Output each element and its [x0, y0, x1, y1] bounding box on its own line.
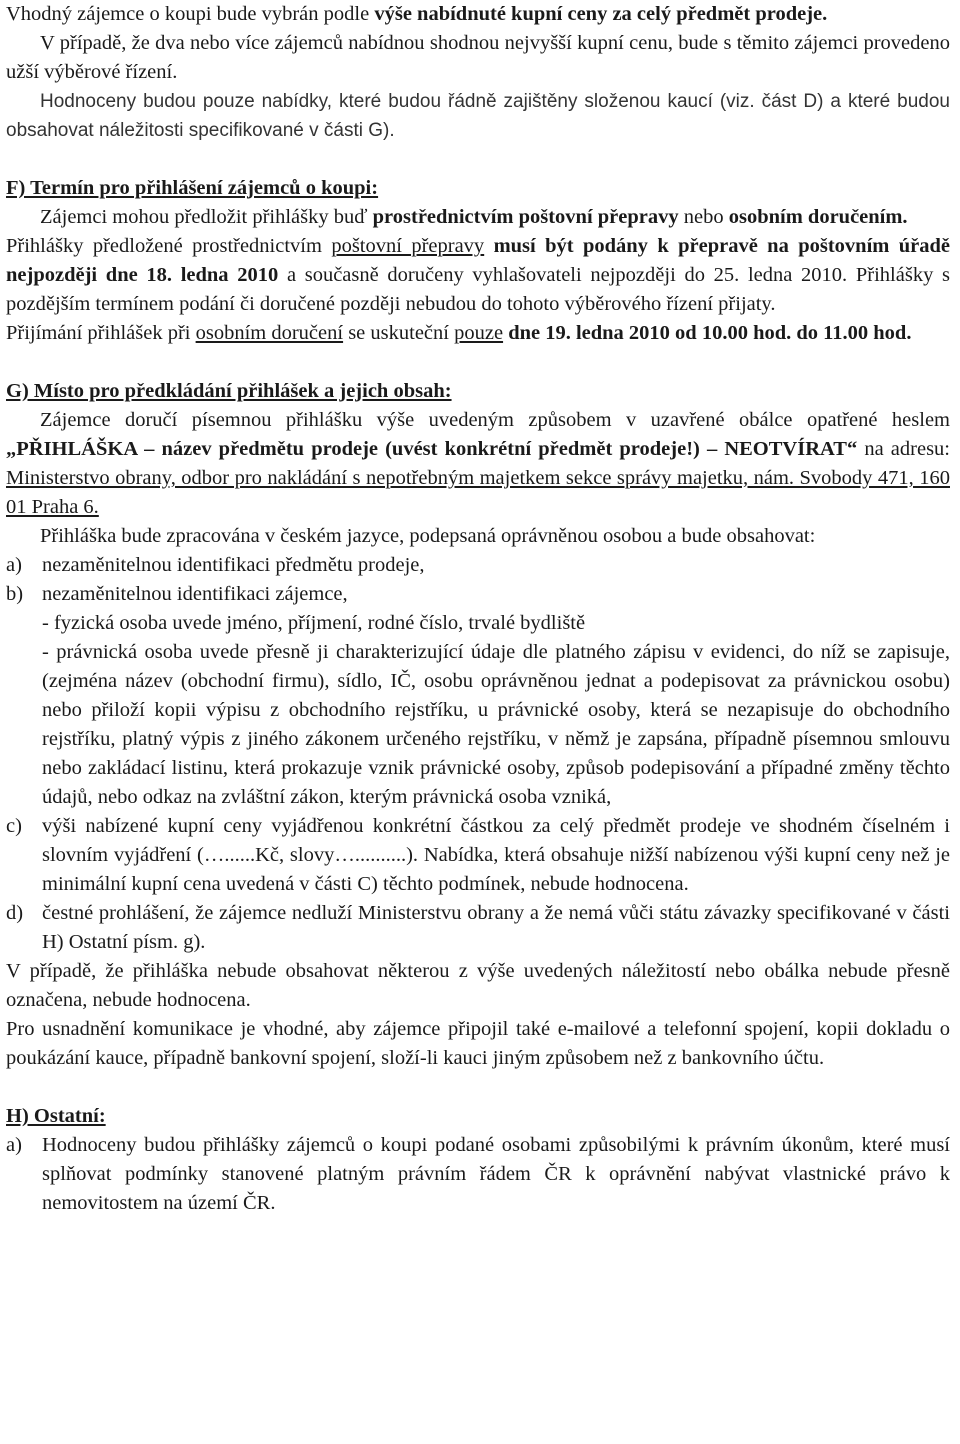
list-item-text: výši nabízené kupní ceny vyjádřenou konkrétní částkou za celý předmět prodeje ve shodném číselném i slovním vyjádření (…......Kč, slovy…..........). Nabídka, která obsahuje nižší nabízenou výši kupní ceny než je minimální kupní cena uvedená v části C) těchto podmínek, nebude hodnocena. — [42, 815, 950, 895]
text-run: se uskuteční — [343, 322, 455, 344]
list-item-text: nezaměnitelnou identifikaci předmětu prodeje, — [42, 554, 425, 576]
intro-bold-text: výše nabídnuté kupní ceny za celý předmět prodeje. — [374, 3, 828, 25]
section-h-heading: H) Ostatní: — [6, 1105, 106, 1127]
section-f-heading: F) Termín pro přihlášení zájemců o koupi: — [6, 177, 379, 199]
list-item — [6, 551, 950, 580]
spacer — [6, 348, 950, 377]
section-g-paragraph-4: Pro usnadnění komunikace je vhodné, aby zájemce připojil také e-mailové a telefonní spojení, kopii dokladu o poukázání kauce, případně bankovní spojení, složí-li kauci jiným způsobem než z bankovního účtu. — [6, 1018, 950, 1069]
section-f-paragraph-3 — [6, 319, 950, 348]
list-item — [6, 580, 950, 609]
text-run: Přihlášky předložené prostřednictvím — [6, 235, 332, 257]
list-item — [6, 1131, 950, 1218]
text-run: a současně doručeny vyhlašovateli nejpozději do 25. ledna 2010. Přihlášky s pozdějším termínem podání či doručené později nebudou do tohoto výběrového řízení přijaty. — [6, 264, 950, 315]
list-item-label: a) — [6, 554, 22, 576]
intro-text: Vhodný zájemce o koupi bude vybrán podle — [6, 3, 375, 25]
intro-paragraph-2: V případě, že dva nebo více zájemců nabídnou shodnou nejvyšší kupní cenu, bude s těmito zájemci provedeno užší výběrové řízení. — [6, 32, 950, 83]
text-run: Zájemce doručí písemnou přihlášku výše uvedeným způsobem v uzavřené obálce opatřené heslem — [40, 409, 950, 431]
text-run: Přijímání přihlášek při — [6, 322, 196, 344]
dash-item-legal-entity: - právnická osoba uvede přesně ji charakterizující údaje dle platného zápisu v evidenci, do níž se zapisuje, (zejména název (obchodní firmu), sídlo, IČ, osobu oprávněnou jednat a podepisovat za právnickou osobu) nebo přiloží kopii výpisu z obchodního rejstříku, u právnické osoby, která se nezapisuje do obchodního rejstříku, platný výpis z jiného zákonem určeného rejstříku, v němž je zapsána, případně písemnou smlouvu nebo zakládací listinu, která prokazuje vznik právnické osoby, způsob podepisování a případné změny těchto údajů, nebo odkaz na zvláštní zákon, kterým právnická osoba vzniká, — [42, 641, 950, 808]
document-page — [6, 0, 950, 1218]
dash-item-natural-person: - fyzická osoba uvede jméno, příjmení, rodné číslo, trvalé bydliště — [42, 612, 586, 634]
list-item-label: d) — [6, 902, 24, 924]
underlined-run: poštovní přepravy — [331, 235, 485, 257]
section-g-heading: G) Místo pro předkládání přihlášek a jejich obsah: — [6, 380, 452, 402]
section-g-paragraph-2: Přihláška bude zpracována v českém jazyce, podepsaná oprávněnou osobou a bude obsahovat: — [40, 525, 816, 547]
text-run — [484, 235, 493, 257]
bold-run: dne 19. ledna 2010 od 10.00 hod. do 11.00 hod. — [508, 322, 912, 344]
bold-run: osobním doručením. — [728, 206, 908, 228]
bold-run: „PŘIHLÁŠKA – název předmětu prodeje (uvést konkrétní předmět prodeje!) – NEOTVÍRAT“ — [6, 438, 858, 460]
section-f-paragraph-1 — [6, 203, 950, 232]
list-item-label: c) — [6, 815, 22, 837]
text-run: na adresu: — [857, 438, 950, 460]
spacer — [6, 1073, 950, 1102]
list-item — [6, 899, 950, 957]
list-item-label: a) — [6, 1134, 22, 1156]
spacer — [6, 145, 950, 174]
list-item-text: nezaměnitelnou identifikaci zájemce, — [42, 583, 348, 605]
list-item — [6, 812, 950, 899]
list-item-text: Hodnoceny budou přihlášky zájemců o koupi podané osobami způsobilými k právním úkonům, které musí splňovat podmínky stanovené platným právním řádem ČR k oprávnění nabývat vlastnické právo k nemovitostem na území ČR. — [42, 1134, 950, 1214]
section-g-paragraph-3: V případě, že přihláška nebude obsahovat některou z výše uvedených náležitostí nebo obálka nebude přesně označena, nebude hodnocena. — [6, 960, 950, 1011]
intro-paragraph-3: Hodnoceny budou pouze nabídky, které budou řádně zajištěny složenou kaucí (viz. část D) a které budou obsahovat náležitosti specifikované v části G). — [6, 91, 950, 141]
intro-paragraph-1 — [6, 0, 950, 29]
bold-run: musí být podány k přepravě na poštovním úřadě nejpozději dne 18. ledna 2010 — [6, 235, 950, 286]
list-item-text: čestné prohlášení, že zájemce nedluží Ministerstvu obrany a že nemá vůči státu závazky specifikované v části H) Ostatní písm. g). — [42, 902, 950, 953]
section-f-paragraph-2 — [6, 232, 950, 319]
underlined-run: osobním doručení — [195, 322, 344, 344]
text-run: Zájemci mohou předložit přihlášky buď — [40, 206, 373, 228]
underlined-run: pouze — [454, 322, 504, 344]
section-g-paragraph-1 — [6, 406, 950, 522]
list-item-label: b) — [6, 583, 24, 605]
address-underlined: Ministerstvo obrany, odbor pro nakládání s nepotřebným majetkem sekce správy majetku, nám. Svobody 471, 160 01 Praha 6. — [6, 467, 950, 518]
text-run: nebo — [678, 206, 729, 228]
bold-run: prostřednictvím poštovní přepravy — [372, 206, 679, 228]
